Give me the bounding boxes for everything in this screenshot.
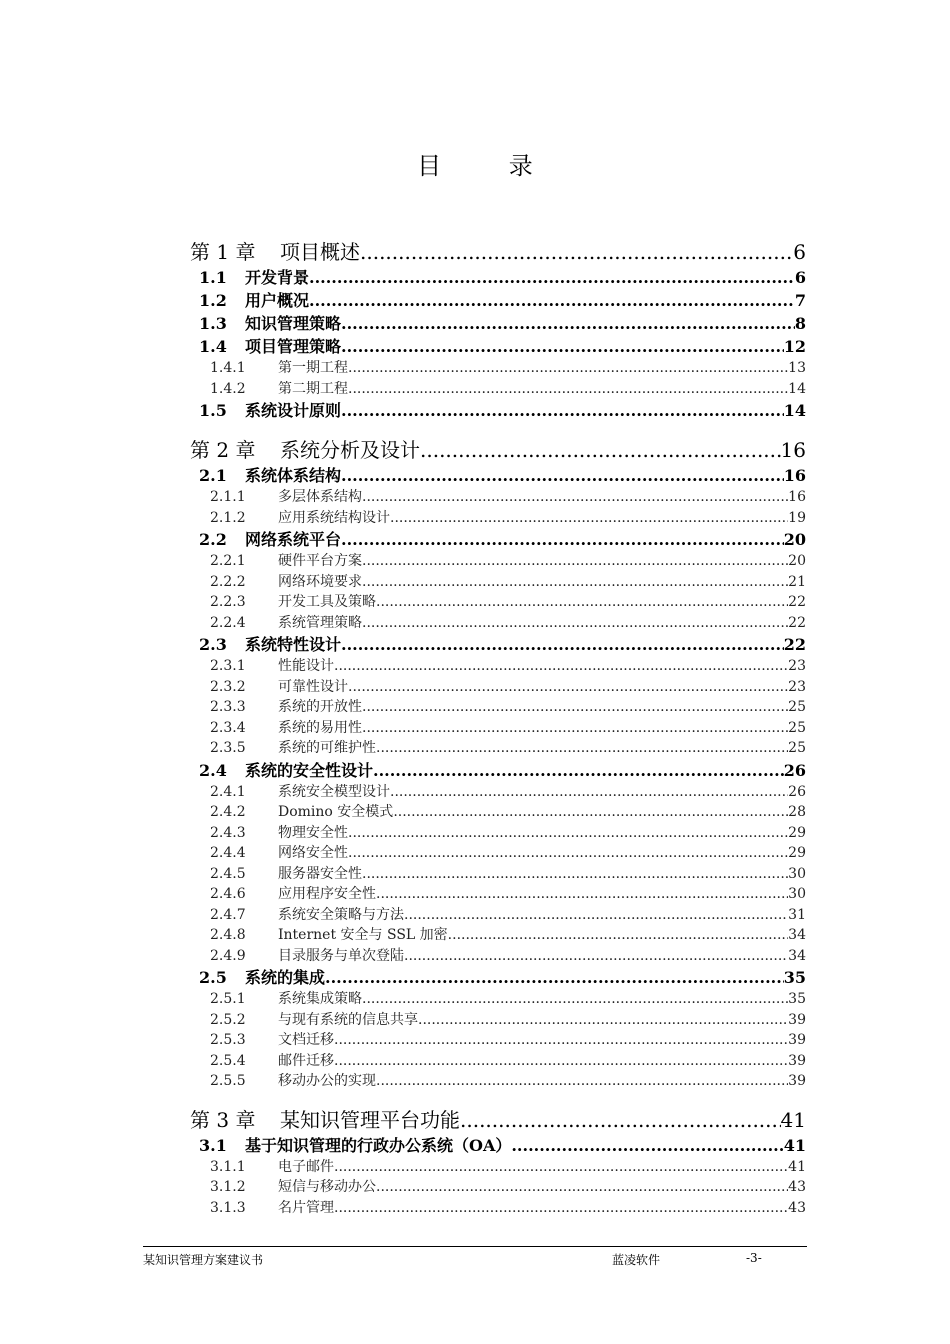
toc-entry-sub[interactable]: [190, 781, 806, 802]
toc-entry-label: 系统的可维护性: [278, 740, 376, 756]
toc-entry-page: 14: [788, 380, 806, 397]
toc-leader-dots: [404, 948, 788, 964]
toc-title: 目 录: [417, 152, 563, 180]
toc-leader-dots: [348, 845, 788, 861]
toc-leader-dots: [325, 968, 784, 987]
toc-entry-number: 2.4.2: [210, 804, 246, 820]
toc-entry-page: 26: [788, 783, 806, 800]
toc-leader-dots: [376, 1073, 788, 1089]
toc-entry-page: 28: [788, 804, 806, 820]
toc-leader-dots: [341, 635, 784, 654]
toc-entry-sub[interactable]: [190, 486, 806, 507]
toc-entry-number: 2.3.1: [210, 658, 246, 674]
toc-entry-page: 6: [794, 268, 806, 287]
toc-entry-label: 与现有系统的信息共享: [278, 1011, 418, 1028]
toc-entry-label: 硬件平台方案: [278, 553, 362, 569]
toc-entry-number: 1.3: [199, 314, 227, 333]
toc-entry-sub[interactable]: [190, 863, 806, 884]
toc-entry-page: 29: [788, 845, 806, 861]
toc-leader-dots: [341, 466, 784, 485]
toc-entry-page: 13: [788, 360, 806, 376]
toc-entry-page: 39: [788, 1032, 806, 1048]
toc-leader-dots: [341, 314, 795, 333]
toc-entry-label: 系统集成策略: [278, 991, 362, 1007]
toc-entry-label: 第二期工程: [278, 380, 348, 397]
toc-entry-number: 1.5: [199, 401, 227, 420]
toc-entry-number: 2.4.1: [210, 783, 246, 800]
toc-entry-label: 系统的开放性: [278, 699, 362, 715]
toc-leader-dots: [390, 784, 788, 800]
toc-entry-label: 开发背景: [245, 268, 310, 287]
toc-entry-label: 物理安全性: [278, 824, 348, 841]
toc-leader-dots: [376, 1179, 788, 1195]
toc-entry-page: 16: [788, 489, 806, 505]
toc-entry-section[interactable]: [190, 1133, 806, 1156]
toc-entry-label: 邮件迁移: [278, 1052, 334, 1069]
toc-leader-dots: [334, 658, 788, 674]
toc-leader-dots: [376, 740, 788, 756]
toc-entry-section[interactable]: [190, 632, 806, 655]
toc-entry-sub[interactable]: [190, 988, 806, 1009]
toc-entry-number: 2.5.1: [210, 991, 246, 1007]
toc-entry-label: 系统的安全性设计: [245, 760, 374, 780]
toc-entry-section[interactable]: [190, 965, 806, 988]
toc-entry-sub[interactable]: [190, 842, 806, 863]
toc-entry-page: 16: [780, 438, 806, 462]
toc-entry-sub[interactable]: [190, 696, 806, 717]
toc-leader-dots: [362, 553, 788, 569]
toc-entry-number: 2.2.4: [210, 614, 246, 631]
toc-entry-page: 34: [788, 927, 806, 943]
toc-entry-number: 2.1.2: [210, 509, 246, 526]
toc-entry-number: 2.3: [199, 635, 227, 654]
toc-leader-dots: [362, 991, 788, 1007]
toc-entry-number: 2.2.2: [210, 573, 246, 590]
toc-entry-label: 系统分析及设计: [280, 438, 420, 462]
toc-entry-number: 2.3.2: [210, 678, 246, 695]
toc-entry-page: 6: [793, 240, 806, 264]
toc-entry-sub[interactable]: [190, 717, 806, 738]
toc-entry-page: 43: [788, 1179, 806, 1195]
toc-entry-number: 1.4.1: [210, 360, 246, 376]
toc-entry-label: 应用系统结构设计: [278, 509, 390, 526]
toc-entry-sub[interactable]: [190, 1029, 806, 1050]
toc-entry-page: 25: [788, 719, 806, 736]
toc-leader-dots: [376, 594, 788, 610]
toc-leader-dots: [334, 1032, 788, 1048]
toc-entry-label: 系统体系结构: [245, 466, 342, 485]
toc-entry-label: 项目管理策略: [245, 337, 342, 356]
toc-entry-page: 35: [783, 968, 806, 987]
toc-leader-dots: [348, 360, 788, 376]
toc-entry-section[interactable]: [190, 527, 806, 550]
toc-entry-number: 2.4.8: [210, 927, 246, 943]
toc-entry-page: 23: [788, 678, 806, 695]
toc-entry-number: 1.1: [199, 268, 227, 287]
toc-leader-dots: [348, 825, 788, 841]
toc-entry-number: 2.4.3: [210, 824, 246, 841]
toc-entry-label: 系统安全策略与方法: [278, 906, 404, 923]
toc-entry-page: 26: [783, 760, 806, 780]
toc-entry-page: 34: [788, 947, 806, 964]
toc-entry-number: 1.4: [199, 337, 227, 356]
footer-divider: [143, 1246, 807, 1247]
toc-entry-number: 2.5.4: [210, 1052, 246, 1069]
toc-entry-number: 2.4.6: [210, 886, 246, 902]
toc-entry-label: 网络系统平台: [245, 530, 342, 549]
toc-entry-label: 可靠性设计: [278, 678, 348, 695]
toc-leader-dots: [362, 699, 788, 715]
toc-entry-number: 2.2.3: [210, 594, 246, 610]
toc-entry-page: 41: [783, 1135, 806, 1155]
toc-entry-page: 22: [783, 635, 806, 654]
toc-leader-dots: [362, 489, 788, 505]
toc-entry-label: 移动办公的实现: [278, 1073, 376, 1089]
toc-leader-dots: [341, 401, 784, 420]
footer-company: 蓝凌软件: [612, 1253, 661, 1267]
toc-leader-dots: [362, 866, 788, 882]
toc-entry-number: 2.2: [199, 530, 227, 549]
table-of-contents: [190, 236, 806, 1217]
toc-entry-chapter[interactable]: [190, 434, 806, 463]
toc-entry-number: 2.1: [199, 466, 227, 485]
toc-entry-page: 14: [783, 401, 806, 420]
toc-entry-page: 30: [788, 865, 806, 882]
toc-entry-page: 22: [788, 594, 806, 610]
toc-entry-number: 1.2: [199, 291, 227, 310]
toc-leader-dots: [393, 804, 788, 820]
toc-entry-label: 项目概述: [280, 240, 360, 264]
toc-entry-label: 应用程序安全性: [278, 886, 376, 902]
toc-entry-sub[interactable]: [190, 1009, 806, 1030]
toc-entry-sub[interactable]: [190, 822, 806, 843]
toc-leader-dots: [362, 615, 788, 631]
toc-entry-label: 网络环境要求: [278, 573, 362, 590]
toc-entry-section[interactable]: [190, 758, 806, 781]
toc-entry-number: 2.4.9: [210, 947, 246, 964]
toc-entry-sub[interactable]: [190, 1070, 806, 1091]
toc-leader-dots: [404, 907, 788, 923]
footer-page-number: -3-: [746, 1251, 762, 1265]
toc-entry-number: 3.1: [199, 1135, 227, 1155]
toc-leader-dots: [334, 1200, 788, 1216]
toc-leader-dots: [460, 1108, 781, 1132]
toc-entry-page: 7: [794, 291, 806, 310]
toc-leader-dots: [448, 927, 789, 943]
toc-entry-label: 服务器安全性: [278, 865, 362, 882]
toc-entry-number: 2.4.4: [210, 845, 246, 861]
toc-leader-dots: [373, 761, 784, 780]
toc-entry-label: 短信与移动办公: [278, 1179, 376, 1195]
toc-entry-section[interactable]: [190, 265, 806, 288]
toc-entry-sub[interactable]: [190, 737, 806, 758]
toc-entry-sub[interactable]: [190, 1176, 806, 1197]
toc-entry-number: 2.3.4: [210, 719, 246, 736]
toc-entry-section[interactable]: [190, 288, 806, 311]
toc-entry-sub[interactable]: [190, 945, 806, 966]
toc-entry-page: 25: [788, 740, 806, 756]
toc-entry-sub[interactable]: [190, 550, 806, 571]
toc-entry-page: 39: [788, 1052, 806, 1069]
toc-entry-label: 名片管理: [278, 1199, 334, 1216]
toc-entry-section[interactable]: [190, 398, 806, 421]
toc-leader-dots: [309, 268, 795, 287]
toc-entry-number: 2.5.2: [210, 1011, 246, 1028]
toc-entry-sub[interactable]: [190, 1197, 806, 1218]
toc-entry-page: 21: [788, 573, 806, 590]
toc-entry-page: 12: [783, 337, 806, 356]
toc-leader-dots: [348, 381, 788, 397]
toc-entry-number: 2.3.5: [210, 740, 246, 756]
toc-entry-page: 43: [788, 1199, 806, 1216]
toc-entry-label: 多层体系结构: [278, 489, 362, 505]
toc-entry-sub[interactable]: [190, 676, 806, 697]
toc-entry-section[interactable]: [190, 311, 806, 334]
toc-entry-sub[interactable]: [190, 655, 806, 676]
toc-entry-number: 2.5.5: [210, 1073, 246, 1089]
toc-entry-label: 性能设计: [278, 658, 334, 674]
toc-entry-sub[interactable]: [190, 591, 806, 612]
toc-entry-label: 电子邮件: [278, 1158, 334, 1175]
toc-entry-number: 第 1 章: [190, 240, 256, 264]
toc-entry-label: 系统特性设计: [245, 635, 342, 654]
toc-entry-chapter[interactable]: [190, 1104, 806, 1133]
toc-entry-sub[interactable]: [190, 357, 806, 378]
toc-entry-number: 2.1.1: [210, 489, 246, 505]
toc-leader-dots: [341, 337, 784, 356]
toc-entry-page: 41: [788, 1158, 806, 1175]
toc-leader-dots: [334, 1159, 788, 1175]
toc-entry-page: 35: [788, 991, 806, 1007]
toc-entry-page: 41: [780, 1107, 806, 1132]
toc-entry-label: 系统的易用性: [278, 719, 362, 736]
toc-leader-dots: [309, 291, 795, 310]
toc-leader-dots: [511, 1136, 783, 1155]
toc-leader-dots: [418, 1012, 788, 1028]
toc-entry-label: 系统的集成: [245, 968, 326, 987]
toc-leader-dots: [360, 240, 793, 264]
toc-entry-sub[interactable]: [190, 801, 806, 822]
toc-entry-label: 系统管理策略: [278, 614, 362, 631]
toc-entry-page: 16: [783, 466, 806, 485]
toc-leader-dots: [420, 438, 781, 462]
toc-entry-label: 某知识管理平台功能: [280, 1107, 460, 1132]
toc-entry-page: 8: [794, 314, 806, 333]
toc-entry-label: 系统设计原则: [245, 401, 342, 420]
toc-entry-label: 用户概况: [245, 291, 310, 310]
toc-entry-page: 20: [783, 530, 806, 549]
toc-leader-dots: [362, 574, 788, 590]
toc-entry-page: 22: [788, 614, 806, 631]
toc-entry-sub[interactable]: [190, 612, 806, 633]
toc-entry-label: 系统安全模型设计: [278, 783, 390, 800]
toc-entry-number: 2.5.3: [210, 1032, 246, 1048]
toc-entry-section[interactable]: [190, 334, 806, 357]
toc-entry-sub[interactable]: [190, 571, 806, 592]
toc-entry-page: 20: [788, 553, 806, 569]
toc-entry-sub[interactable]: [190, 883, 806, 904]
toc-leader-dots: [390, 510, 788, 526]
toc-entry-page: 31: [788, 906, 806, 923]
toc-entry-label: 目录服务与单次登陆: [278, 947, 404, 964]
toc-entry-number: 2.2.1: [210, 553, 246, 569]
toc-entry-number: 2.5: [199, 968, 227, 987]
toc-entry-page: 30: [788, 886, 806, 902]
toc-entry-number: 2.4: [199, 760, 227, 780]
toc-entry-number: 第 2 章: [190, 438, 256, 462]
toc-entry-label: 开发工具及策略: [278, 594, 376, 610]
toc-entry-number: 1.4.2: [210, 380, 246, 397]
toc-entry-label: Internet 安全与 SSL 加密: [278, 927, 448, 943]
toc-entry-sub[interactable]: [190, 378, 806, 399]
toc-entry-sub[interactable]: [190, 904, 806, 925]
toc-entry-label: 第一期工程: [278, 360, 348, 376]
toc-entry-chapter[interactable]: [190, 236, 806, 265]
toc-entry-sub[interactable]: [190, 1050, 806, 1071]
toc-entry-label: 网络安全性: [278, 845, 348, 861]
toc-entry-sub[interactable]: [190, 924, 806, 945]
toc-entry-page: 39: [788, 1073, 806, 1089]
toc-entry-page: 29: [788, 824, 806, 841]
toc-entry-page: 39: [788, 1011, 806, 1028]
toc-entry-section[interactable]: [190, 463, 806, 486]
toc-leader-dots: [376, 886, 788, 902]
toc-entry-label: 文档迁移: [278, 1032, 334, 1048]
toc-leader-dots: [362, 720, 788, 736]
toc-entry-label: 知识管理策略: [245, 314, 342, 333]
toc-entry-number: 3.1.2: [210, 1179, 246, 1195]
toc-entry-number: 2.4.5: [210, 865, 246, 882]
toc-entry-number: 2.3.3: [210, 699, 246, 715]
toc-leader-dots: [341, 530, 784, 549]
toc-entry-label: 基于知识管理的行政办公系统（OA）: [245, 1135, 512, 1155]
toc-entry-sub[interactable]: [190, 507, 806, 528]
toc-entry-sub[interactable]: [190, 1156, 806, 1177]
toc-entry-page: 25: [788, 699, 806, 715]
toc-leader-dots: [334, 1053, 788, 1069]
toc-entry-number: 3.1.3: [210, 1199, 246, 1216]
toc-entry-number: 3.1.1: [210, 1158, 246, 1175]
toc-entry-number: 第 3 章: [190, 1107, 256, 1132]
toc-entry-page: 19: [788, 509, 806, 526]
toc-entry-label: Domino 安全模式: [278, 804, 394, 820]
toc-entry-page: 23: [788, 658, 806, 674]
footer-document-name: 某知识管理方案建议书: [143, 1253, 264, 1267]
toc-entry-number: 2.4.7: [210, 906, 246, 923]
toc-leader-dots: [348, 679, 788, 695]
